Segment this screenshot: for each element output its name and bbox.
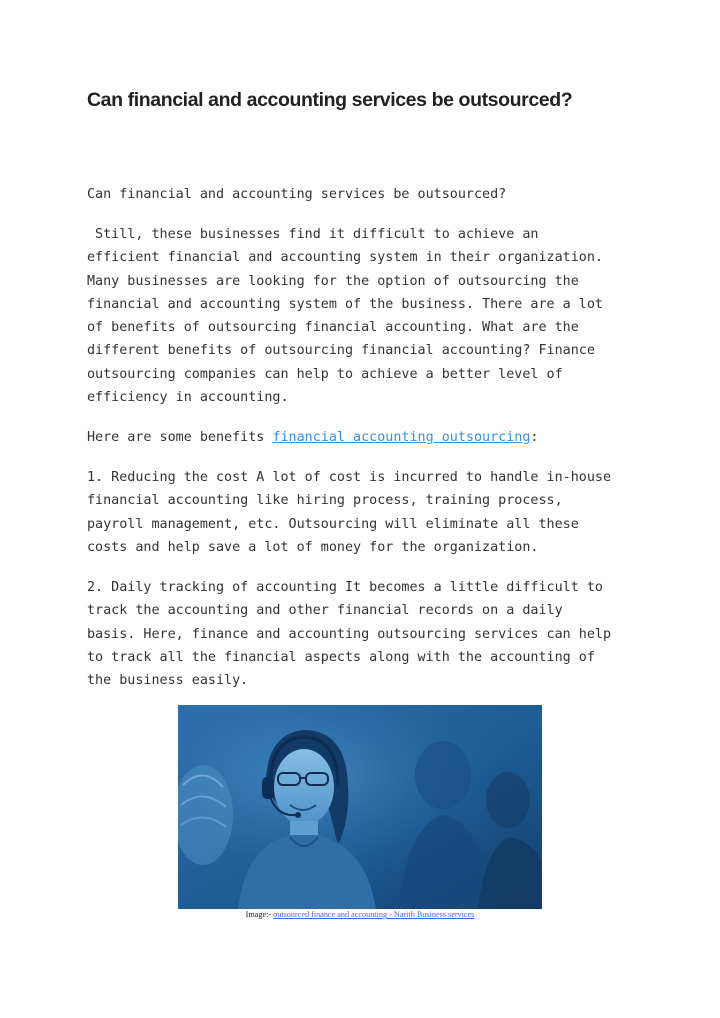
benefit-two-line: track the accounting and other financial records on a daily xyxy=(87,603,563,619)
caption-separator: - xyxy=(389,910,394,919)
benefit-two-line: the business easily. xyxy=(87,673,249,689)
financial-accounting-outsourcing-link[interactable]: financial accounting outsourcing xyxy=(272,430,531,445)
benefit-one-line: 1. Reducing the cost A lot of cost is incurred to handle in-house xyxy=(87,470,612,485)
intro-line: efficiency in accounting. xyxy=(87,390,289,406)
call-center-agent-illustration xyxy=(178,705,542,909)
intro-line: outsourcing companies can help to achieve a better level of xyxy=(87,366,563,382)
intro-line: of benefits of outsourcing financial accounting. What are the xyxy=(87,320,579,336)
intro-line: Still, these businesses find it difficult to achieve an xyxy=(87,227,539,242)
subtitle-paragraph: Can financial and accounting services be outsourced? xyxy=(87,187,507,202)
benefit-one-paragraph xyxy=(87,466,647,559)
benefit-two-line: 2. Daily tracking of accounting It becomes a little difficult to xyxy=(87,580,603,595)
benefit-two-line: to track all the financial aspects along with the accounting of xyxy=(87,649,595,665)
page-title: Can financial and accounting services be outsourced? xyxy=(87,89,573,111)
intro-paragraph xyxy=(87,223,647,409)
benefit-one-line: payroll management, etc. Outsourcing will eliminate all these xyxy=(87,516,579,532)
benefit-two-line: basis. Here, finance and accounting outsourcing services can help xyxy=(87,626,612,642)
benefits-intro-suffix: : xyxy=(530,430,539,445)
benefit-one-line: costs and help save a lot of money for the organization. xyxy=(87,539,539,555)
intro-line: Many businesses are looking for the option of outsourcing the xyxy=(87,273,579,289)
benefit-one-line: financial accounting like hiring process, training process, xyxy=(87,493,563,509)
image-caption xyxy=(178,910,542,919)
intro-line: efficient financial and accounting system in their organization. xyxy=(87,250,603,266)
narith-business-caption-link[interactable]: Narith Business services xyxy=(393,910,475,919)
caption-prefix: Image:- xyxy=(245,910,274,919)
intro-line: financial and accounting system of the business. There are a lot xyxy=(87,296,603,312)
benefit-two-paragraph xyxy=(87,576,647,692)
benefits-intro-prefix: Here are some benefits xyxy=(87,430,273,445)
outsourced-finance-caption-link[interactable]: outsourced finance and accounting xyxy=(273,910,390,919)
call-center-agent-image xyxy=(178,705,542,909)
benefits-intro-paragraph xyxy=(87,426,647,449)
intro-line: different benefits of outsourcing financial accounting? Finance xyxy=(87,343,595,359)
